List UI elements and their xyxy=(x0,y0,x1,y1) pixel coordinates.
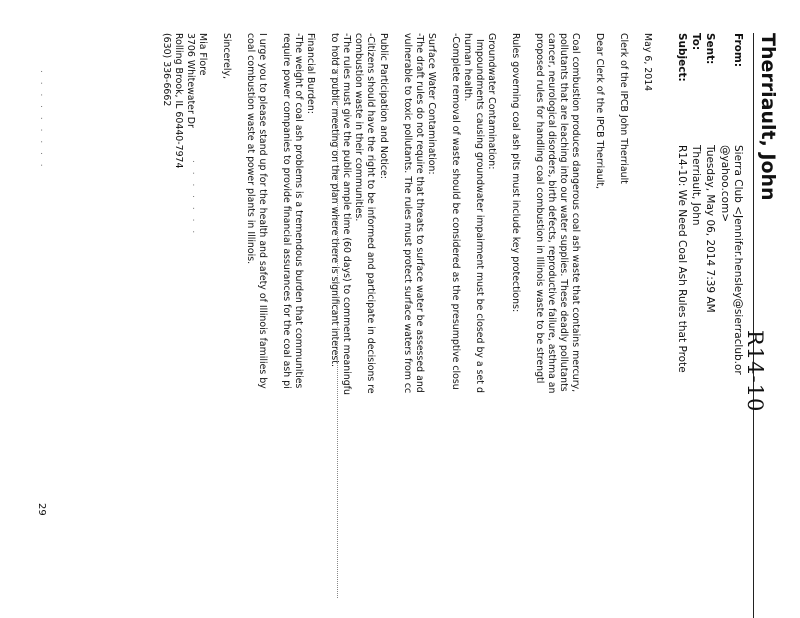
scan-dots: . . . . . . . xyxy=(190,160,200,237)
intro-paragraph: Coal combustion produces dangerous coal ash waste that contains mercury, pollutants that are leaching into our water supplies. These deadly pollutants cancer, neurological disorders, birth defects, reproductive failure, asthma an proposed rules for handling coal combustion in Illinois waste to be strengtl xyxy=(533,33,581,394)
to-value: Therriault, John xyxy=(690,145,702,226)
letter-salutation: Dear Clerk of the IPCB Therriault, xyxy=(593,33,605,190)
header-divider xyxy=(753,33,754,618)
letter-date: May 6, 2014 xyxy=(642,33,653,92)
financial-burden-section: Financial Burden: -The weight of coal ash problems is a tremendous burden that communities require power companies to provide financial assurances for the coal ash pi xyxy=(281,33,317,389)
to-label: To: xyxy=(690,33,702,51)
sent-label: Sent: xyxy=(704,33,716,65)
subject-value: R14-10: We Need Coal Ash Rules that Prote xyxy=(676,145,688,373)
page-number: 29 xyxy=(36,503,47,516)
dotted-separator xyxy=(337,46,338,598)
from-label: From: xyxy=(732,33,744,68)
from-value-cont: @yahoo.com> xyxy=(719,145,731,223)
signoff: Sincerely, xyxy=(221,33,233,79)
subject-label: Subject: xyxy=(676,33,688,82)
public-participation-section: Public Participation and Notice: -Citizens should have the right to be informed and participate in decisions re combustion waste in their communities. -The rules must give the public ample time (60 days) to comment meaningfu to hold a public meeting on the plan where there is significant interest. xyxy=(329,33,389,395)
letter-body xyxy=(160,33,653,618)
scan-dots-bottom: . . . . . . . . . xyxy=(38,70,48,170)
key-protections-line: Rules governing coal ash pits must include key protections: xyxy=(509,33,521,313)
groundwater-section: Groundwater Contamination: Impoundments causing groundwater impairment must be closed by a set d human health. -Complete removal of waste should be considered as the presumptive closu xyxy=(449,33,497,393)
closing-paragraph: I urge you to please stand up for the health and safety of Illinois families by coal combustion waste at power plants in Illinois. xyxy=(245,33,269,389)
docket-stamp: R14-10 xyxy=(743,330,767,413)
surface-water-section: Surface Water Contamination: -The draft rules do not require that threats to surface water be assessed and vulnerable to toxic pollutants. The rules must protect surface waters from cc xyxy=(401,33,437,394)
from-value: Sierra Club <Jennifer.hensley@sierraclub.or xyxy=(732,145,744,375)
sender-name-heading: Therriault, John xyxy=(757,33,779,201)
signature-block: Mia Flore 3706 Whitewater Dr Rolling Brook, IL 60440-7974 (630) 336-6662 xyxy=(161,33,209,169)
letter-recipient: Clerk of the IPCB John Therriault xyxy=(617,33,629,184)
sent-value: Tuesday, May 06, 2014 7:39 AM xyxy=(704,145,716,313)
